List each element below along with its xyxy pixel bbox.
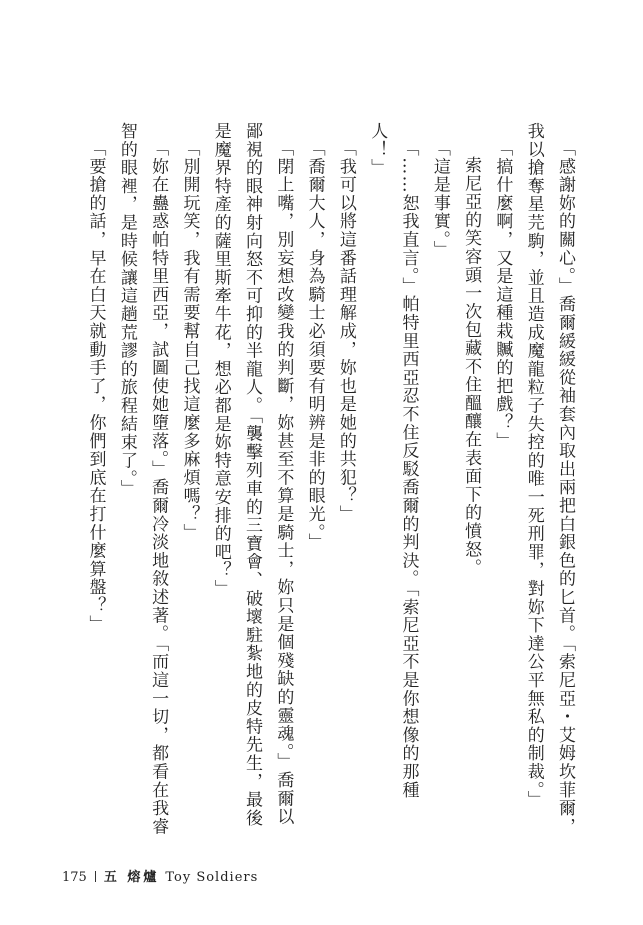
- page-number: 175: [62, 870, 87, 885]
- paragraph-5: 「……恕我直言。」帕特里西亞忍不住反駁喬爾的判決。「索尼亞不是你想像的那種人！」: [367, 122, 419, 800]
- paragraph-9: 「別開玩笑，我有需要幫自己找這麼多麻煩嗎？」: [179, 139, 200, 542]
- paragraph-1: 「感謝妳的關心。」喬爾緩緩從袖套內取出兩把白銀色的匕首。「索尼亞・艾姆坎菲爾，我以搶奪星芫駒，並且造成魔龍粒子失控的唯一死刑罪，對妳下達公平無私的制裁。」: [523, 122, 575, 836]
- book-title: Toy Soldiers: [165, 870, 259, 885]
- paragraph-11: 「要搶的話，早在白天就動手了，你們到底在打什麼算盤？」: [85, 139, 106, 634]
- chapter-label: 五 熔爐: [103, 870, 160, 885]
- vertical-text-body: [80, 122, 580, 842]
- paragraph-10: 「妳在蠱惑帕特里西亞，試圖使她墮落。」喬爾冷淡地敘述著。「而這一切，都看在我睿智的眼裡，是時候讓這趟荒謬的旅程結束了。」: [116, 122, 169, 836]
- footer-divider: [95, 871, 96, 882]
- paragraph-4: 「這是事實。」: [429, 139, 450, 259]
- paragraph-3: 索尼亞的笑容頭一次包藏不住醞釀在表面下的憤怒。: [461, 156, 482, 577]
- page-footer: [62, 866, 258, 885]
- paragraph-2: 「搞什麼啊，又是這種栽贓的把戲？」: [492, 139, 513, 451]
- paragraph-8: 「閉上嘴，別妄想改變我的判斷，妳甚至不算是騎士，妳只是個殘缺的靈魂。」喬爾以鄙視的眼神射向怒不可抑的半龍人。「襲擊列車的三寶會、破壞駐紮地的皮特先生，最後是魔界特產的薩里斯牽牛花，想必都是妳特意安排的吧？」: [210, 122, 294, 828]
- paragraph-6: 「我可以將這番話理解成，妳也是她的共犯？」: [335, 139, 356, 524]
- paragraph-7: 「喬爾大人，身為騎士必須要有明辨是非的眼光。」: [304, 139, 325, 552]
